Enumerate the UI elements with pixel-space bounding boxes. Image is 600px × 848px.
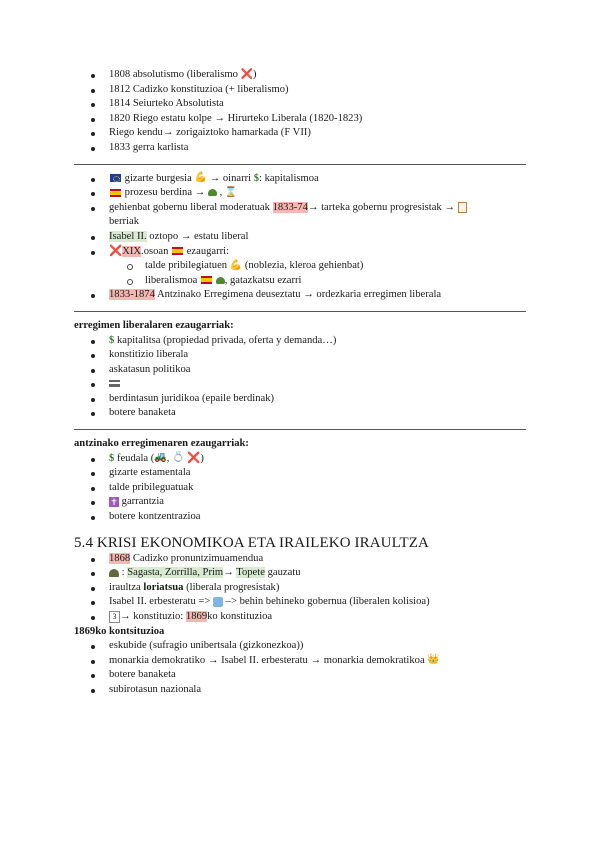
list-item: 1808 absolutismo (liberalismo ❌) (74, 68, 526, 83)
dollar-icon: $ (109, 334, 115, 346)
list-item: 1820 Riego estatu kolpe → Hirurteko Liberala (1820-1823) (74, 112, 526, 127)
ring-icon: 💍 (172, 452, 185, 464)
list-item: botere banaketa (74, 668, 526, 683)
list-item: 1814 Seiurteko Absolutista (74, 97, 526, 112)
list-item: botere kontzentrazioa (74, 510, 526, 525)
spain-flag-icon (172, 247, 183, 255)
divider (74, 311, 526, 312)
list-item: botere banaketa (74, 406, 526, 421)
list-item (74, 377, 526, 392)
list-item: Isabel II. oztopo → estatu liberal (74, 230, 526, 245)
document-page (74, 68, 526, 698)
list-item: ✝ garrantzia (74, 495, 526, 510)
spain-flag-icon (201, 276, 212, 284)
list-item: liberalismoa , gatazkatsu ezarri (74, 274, 526, 289)
equals-bars-icon (109, 380, 120, 387)
list-item: $ kapitalitsa (propiedad privada, oferta y demanda…) (74, 334, 526, 349)
liberal-features-list (74, 334, 526, 422)
list-item: 1868 Cadizko pronuntzimuamendua (74, 552, 526, 567)
military-helmet-icon (109, 569, 119, 577)
latin-cross-icon: ✝ (110, 497, 118, 507)
divider (74, 164, 526, 165)
list-item: Riego kendu→ zorigaiztoko hamarkada (F VII) (74, 126, 526, 141)
turtle-icon (216, 277, 225, 284)
sublist (109, 259, 526, 288)
list-item: 1833-1874 Antzinako Erregimena deuseztatu → ordezkaria erregimen liberala (74, 288, 526, 303)
society-list (74, 172, 526, 303)
list-item: gizarte estamentala (74, 466, 526, 481)
tractor-icon: 🚜 (154, 452, 167, 464)
list-item: talde pribileguatuak (74, 481, 526, 496)
list-item: prozesu berdina → , ⌛ (74, 186, 526, 201)
timeline-list (74, 68, 526, 156)
divider (74, 429, 526, 430)
list-item: : Sagasta, Zorrilla, Prim→ Topete gauzatu (74, 566, 526, 581)
list-item: gizarte burgesia 💪 → oinarri $: kapitalismoa (74, 172, 526, 187)
dollar-icon: $ (253, 172, 260, 184)
constitution-list (74, 639, 526, 697)
cross-mark-icon: ❌ (109, 245, 123, 257)
list-item: askatasun politikoa (74, 363, 526, 378)
section-heading: 1869ko kontsituzioa (74, 625, 165, 637)
cross-mark-icon: ❌ (240, 68, 253, 80)
cross-mark-icon: ❌ (187, 452, 201, 464)
list-item: talde pribilegiatuen 💪 (noblezia, kleroa gehienbat) (74, 259, 526, 274)
list-item: 1812 Cadizko konstituzioa (+ liberalismo) (74, 83, 526, 98)
cycle-arrows-icon (213, 597, 223, 607)
list-item: Isabel II. erbesteratu => –> behin behineko gobernua (liberalen kolisioa) (74, 595, 526, 610)
eu-flag-icon (110, 174, 121, 182)
list-item: 3 → konstituzio: 1869ko konstituzioa (74, 610, 526, 625)
list-item: berdintasun juridikoa (epaile berdinak) (74, 392, 526, 407)
list-item: subirotasun nazionala (74, 683, 526, 698)
list-item: $ feudala (🚜, 💍 ❌) (74, 452, 526, 467)
section-heading: erregimen liberalaren ezaugarriak: (74, 319, 234, 331)
number-box-icon: 3 (109, 611, 120, 623)
crown-icon: 👑 (427, 654, 440, 666)
list-item: ❌XIX.osoan ezaugarri: talde pribilegiatuen 💪 (noblezia, kleroa gehienbat) liberalismoa , gatazkatsu ezarri (74, 245, 526, 289)
clipboard-icon (458, 202, 467, 213)
muscle-icon: 💪 (229, 259, 243, 271)
list-item: 1833 gerra karlista (74, 141, 526, 156)
revolution-list (74, 552, 526, 625)
muscle-icon: 💪 (194, 172, 207, 184)
section-title: 5.4 KRISI EKONOMIKOA ETA IRAILEKO IRAULTZA (74, 534, 429, 551)
list-item: monarkia demokratiko → Isabel II. erbesteratu → monarkia demokratikoa 👑 (74, 654, 526, 669)
hourglass-icon: ⌛ (224, 186, 238, 198)
list-item: konstitizio liberala (74, 348, 526, 363)
dollar-icon: $ (109, 452, 115, 464)
turtle-icon (208, 189, 217, 196)
list-item: eskubide (sufragio unibertsala (gizkonezkoa)) (74, 639, 526, 654)
list-item: gehienbat gobernu liberal moderatuak 1833-74→ tarteka gobernu progresistak → berriak (74, 201, 526, 230)
list-item: iraultza loriatsua (liberala progresistak) (74, 581, 526, 596)
old-regime-features-list (74, 452, 526, 525)
spain-flag-icon (110, 189, 121, 197)
section-heading: antzinako erregimenaren ezaugarriak: (74, 438, 249, 450)
